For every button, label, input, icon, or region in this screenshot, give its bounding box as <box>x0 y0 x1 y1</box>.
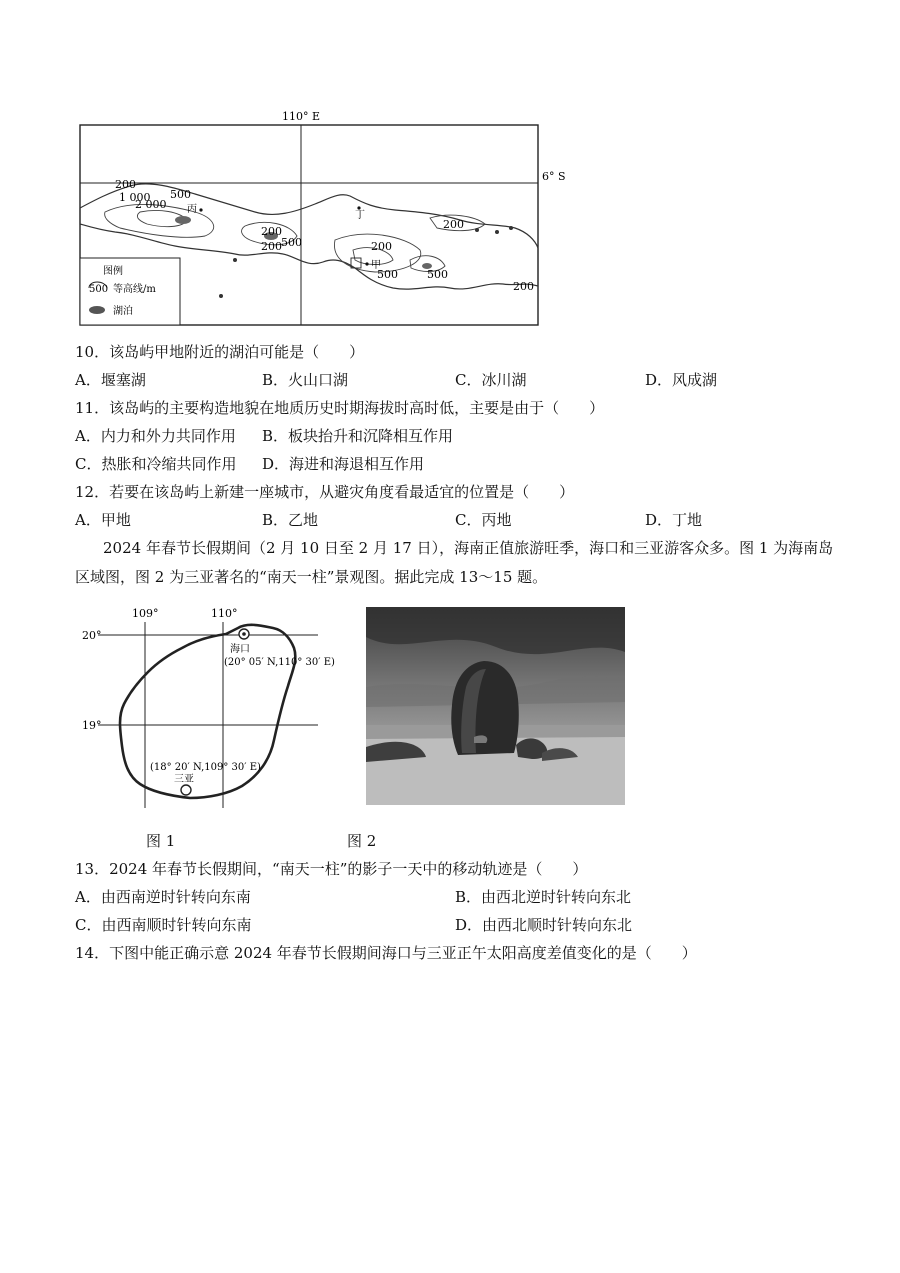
question-13-stem: 13．2024 年春节长假期间，“南天一柱”的影子一天中的移动轨迹是（ ） <box>75 860 588 878</box>
contour-label: 500 <box>170 188 191 201</box>
sanya-marker <box>181 785 191 795</box>
longitude-label: 110° E <box>282 110 321 123</box>
hainan-map <box>78 600 343 815</box>
question-13-option-d: D．由西北顺时针转向东北 <box>455 916 633 934</box>
question-13-option-c: C．由西南顺时针转向东南 <box>75 916 252 934</box>
place-jia: 甲 <box>371 260 381 271</box>
question-12-option-a: A．甲地 <box>75 511 131 529</box>
island-contour-map <box>75 100 575 330</box>
contour-label: 200 <box>115 178 136 191</box>
question-11-option-b: B．板块抬升和沉降相互作用 <box>262 427 454 445</box>
lat-20: 20° <box>82 629 102 642</box>
question-10-option-b: B．火山口湖 <box>262 371 349 389</box>
lon-109: 109° <box>132 607 159 620</box>
question-12-stem: 12．若要在该岛屿上新建一座城市，从避灾角度看最适宜的位置是（ ） <box>75 483 575 501</box>
question-10-option-c: C．冰川湖 <box>455 371 527 389</box>
question-11-stem: 11．该岛屿的主要构造地貌在地质历史时期海拔时高时低，主要是由于（ ） <box>75 399 605 417</box>
passage-intro: 2024 年春节长假期间（2 月 10 日至 2 月 17 日），海南正值旅游旺季，海口和三亚游客众多。图 1 为海南岛区域图，图 2 为三亚著名的“南天一柱”景观图。据此完成 13～15 题。 <box>75 539 834 586</box>
contour-label: 500 <box>377 268 398 281</box>
lat-19: 19° <box>82 719 102 732</box>
legend-contour-value: 500 <box>89 284 109 295</box>
question-11-option-a: A．内力和外力共同作用 <box>75 427 236 445</box>
contour-label: 200 <box>261 225 282 238</box>
question-12-option-d: D．丁地 <box>645 511 703 529</box>
lon-110: 110° <box>211 607 238 620</box>
contour-label: 200 <box>261 240 282 253</box>
question-11-option-d: D．海进和海退相互作用 <box>262 455 425 473</box>
figure-1-caption: 图 1 <box>146 832 176 850</box>
sanya-coordinate: (18° 20′ N,109° 30′ E) <box>150 762 261 773</box>
question-13-option-b: B．由西北逆时针转向东北 <box>455 888 632 906</box>
contour-label: 200 <box>513 280 534 293</box>
nantian-yizhu-photo <box>366 607 625 805</box>
question-11-option-c: C．热胀和冷缩共同作用 <box>75 455 237 473</box>
figure-2-caption: 图 2 <box>347 832 377 850</box>
question-10-option-a: A．堰塞湖 <box>75 371 146 389</box>
contour-label: 1 000 <box>119 191 151 204</box>
question-10-stem: 10．该岛屿甲地附近的湖泊可能是（ ） <box>75 343 365 361</box>
contour-label: 200 <box>371 240 392 253</box>
place-bing: 丙 <box>187 204 197 215</box>
question-12-option-b: B．乙地 <box>262 511 319 529</box>
legend-title: 图例 <box>103 266 123 277</box>
latitude-label: 6° S <box>542 170 566 183</box>
legend-lake-label: 湖泊 <box>113 306 133 317</box>
question-14-stem: 14．下图中能正确示意 2024 年春节长假期间海口与三亚正午太阳高度差值变化的是（ ） <box>75 944 697 962</box>
contour-label: 2 000 <box>135 198 167 211</box>
legend-contour-label: 等高线/m <box>113 284 156 295</box>
place-ding: 丁 <box>355 210 365 221</box>
contour-label: 500 <box>427 268 448 281</box>
sanya-label: 三亚 <box>174 774 194 785</box>
question-10-option-d: D．风成湖 <box>645 371 718 389</box>
question-12-option-c: C．丙地 <box>455 511 512 529</box>
question-13-option-a: A．由西南逆时针转向东南 <box>75 888 251 906</box>
contour-label: 500 <box>281 236 302 249</box>
contour-label: 200 <box>443 218 464 231</box>
haikou-coordinate: (20° 05′ N,110° 30′ E) <box>224 657 335 668</box>
haikou-label: 海口 <box>230 644 250 655</box>
